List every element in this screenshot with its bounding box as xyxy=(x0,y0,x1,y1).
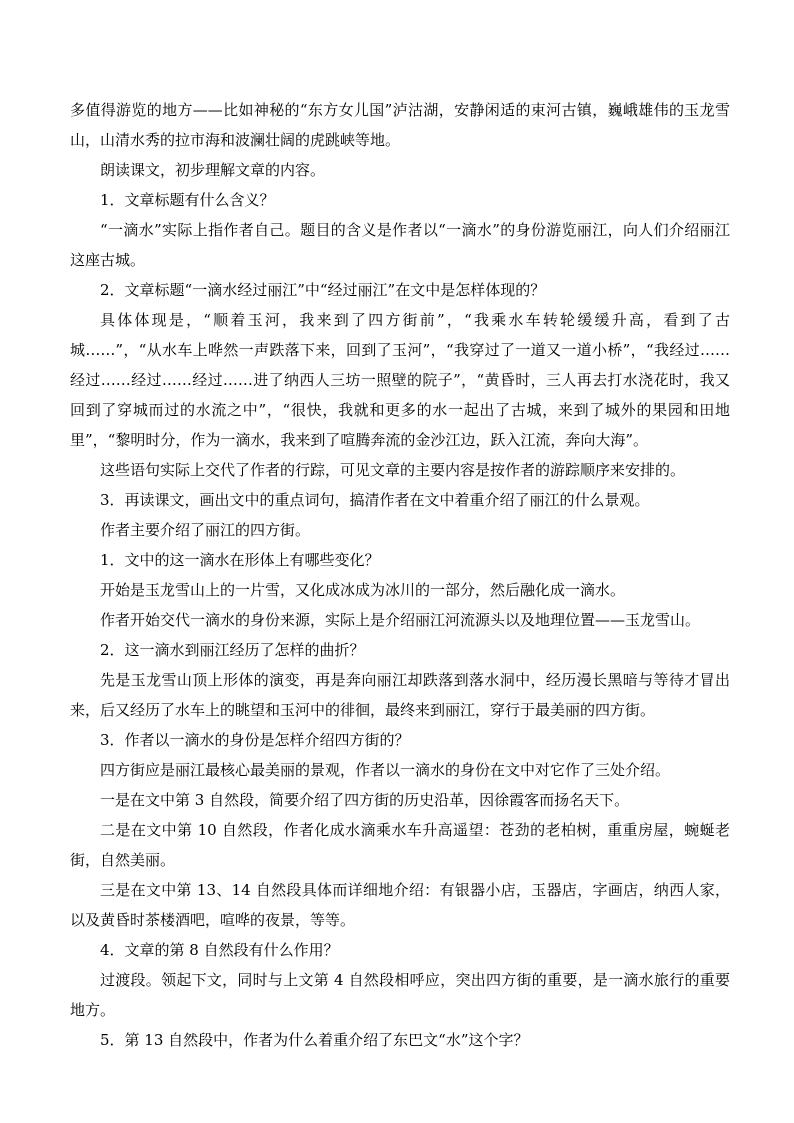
answer-journey-twists: 先是玉龙雪山顶上形体的演变，再是奔向丽江却跌落到落水洞中，经历漫长黑暗与等待才冒出来，后又经历了水车上的眺望和玉河中的徘徊，最终来到丽江，穿行于最美丽的四方街。 xyxy=(70,671,730,719)
answer-water-form-changes: 开始是玉龙雪山上的一片雪，又化成冰成为冰川的一部分，然后融化成一滴水。 xyxy=(100,581,626,599)
paragraph-itinerary-summary: 这些语句实际上交代了作者的行踪，可见文章的主要内容是按作者的游踪顺序来安排的。 xyxy=(100,461,686,479)
question-water-form-changes: 1．文中的这一滴水在形体上有哪些变化？ xyxy=(100,551,380,569)
question-key-scenery: 3．再读课文，画出文中的重点词句，搞清作者在文中着重介绍了丽江的什么景观。 xyxy=(100,491,650,509)
question-sifang-street-intro: 3．作者以一滴水的身份是怎样介绍四方街的？ xyxy=(100,731,410,749)
paragraph-reading-task: 朗读课文，初步理解文章的内容。 xyxy=(100,161,326,179)
question-paragraph-eight-role: 4．文章的第 8 自然段有什么作用？ xyxy=(100,941,339,959)
answer-sifang-street-overview: 四方街应是丽江最核心最美丽的景观，作者以一滴水的身份在文中对它作了三处介绍。 xyxy=(100,761,671,779)
document-body xyxy=(70,95,730,1055)
answer-sifang-street-first: 一是在文中第 3 自然段，简要介绍了四方街的历史沿革，因徐霞客而扬名天下。 xyxy=(100,791,630,809)
paragraph-intro-continuation: 多值得游览的地方——比如神秘的“东方女儿国”泸沽湖，安静闲适的束河古镇，巍峨雄伟的玉龙雪山，山清水秀的拉市海和波澜壮阔的虎跳峡等地。 xyxy=(70,101,730,149)
question-passing-lijiang: 2．文章标题“一滴水经过丽江”中“经过丽江”在文中是怎样体现的？ xyxy=(100,281,546,299)
question-dongba-water-character: 5．第 13 自然段中，作者为什么着重介绍了东巴文“水”这个字？ xyxy=(100,1031,529,1049)
answer-key-scenery: 作者主要介绍了丽江的四方街。 xyxy=(100,521,311,539)
answer-paragraph-eight-role: 过渡段。领起下文，同时与上文第 4 自然段相呼应，突出四方街的重要，是一滴水旅行的重要地方。 xyxy=(70,971,730,1019)
answer-passing-lijiang: 具体体现是，“顺着玉河，我来到了四方街前”，“我乘水车转轮缓缓升高，看到了古城……”，“从水车上哗然一声跌落下来，回到了玉河”，“我穿过了一道又一道小桥”，“我经过……经过……经过……经过……进了纳西人三坊一照壁的院子”，“黄昏时，三人再去打水浇花时，我又回到了穿城而过的水流之中”，“很快，我就和更多的水一起出了古城，来到了城外的果园和田地里”，“黎明时分，作为一滴水，我来到了喧腾奔流的金沙江边，跃入江流，奔向大海”。 xyxy=(70,311,730,449)
question-title-meaning: 1．文章标题有什么含义？ xyxy=(100,191,275,209)
paragraph-water-origin: 作者开始交代一滴水的身份来源，实际上是介绍丽江河流源头以及地理位置——玉龙雪山。 xyxy=(100,611,701,629)
question-journey-twists: 2．这一滴水到丽江经历了怎样的曲折？ xyxy=(100,641,365,659)
answer-sifang-street-second: 二是在文中第 10 自然段，作者化成水滴乘水车升高遥望：苍劲的老柏树，重重房屋，蜿蜒老街，自然美丽。 xyxy=(70,821,730,869)
answer-sifang-street-third: 三是在文中第 13、14 自然段具体而详细地介绍：有银器小店，玉器店，字画店，纳西人家，以及黄昏时茶楼酒吧，喧哗的夜景，等等。 xyxy=(70,881,730,929)
answer-title-meaning: “一滴水”实际上指作者自己。题目的含义是作者以“一滴水”的身份游览丽江，向人们介绍丽江这座古城。 xyxy=(70,221,730,269)
